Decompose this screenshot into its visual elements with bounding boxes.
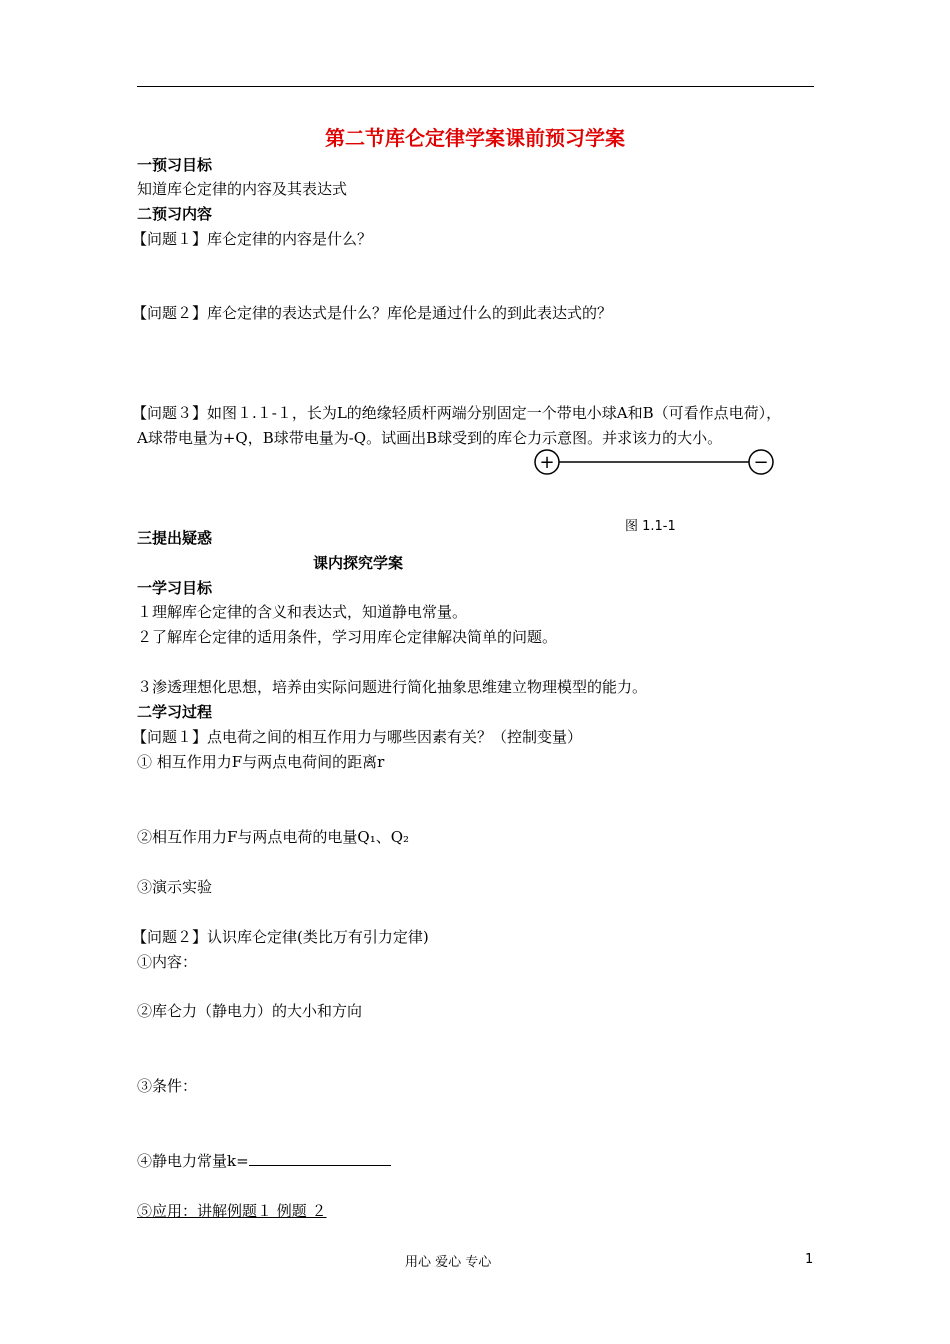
section-heading-learning-goals: 一学习目标 <box>137 579 213 597</box>
question-3-line-2: A球带电量为+Q，B球带电量为-Q。试画出B球受到的库仑力示意图。并求该力的大小。 <box>137 429 723 447</box>
learning-goal-item: １理解库仑定律的含义和表达式，知道静电常量。 <box>137 603 468 621</box>
learning-goal-item: ３渗透理想化思想，培养由实际问题进行简化抽象思维建立物理模型的能力。 <box>137 678 648 696</box>
minus-sign: − <box>753 452 769 473</box>
section-heading-learning-process: 二学习过程 <box>137 703 213 721</box>
coulomb-constant-label: ④静电力常量k= <box>137 1152 249 1170</box>
page-title: 第二节库仑定律学案课前预习学案 <box>325 126 625 150</box>
footer-motto: 用心 爱心 专心 <box>405 1255 492 1270</box>
process-q1-item-b: ②相互作用力F与两点电荷的电量Q₁、Q₂ <box>137 828 410 846</box>
section-heading-preview-content: 二预习内容 <box>137 205 213 223</box>
question-2: 【问题２】库仑定律的表达式是什么？库伦是通过什么的到此表达式的？ <box>132 304 613 322</box>
process-q2-item-e: ⑤应用：讲解例题１ 例题 ２ <box>137 1202 327 1220</box>
process-q2-item-b: ②库仑力（静电力）的大小和方向 <box>137 1002 363 1020</box>
question-1: 【问题１】库仑定律的内容是什么？ <box>132 230 373 248</box>
process-question-2: 【问题２】认识库仑定律(类比万有引力定律) <box>132 928 429 946</box>
plus-sign: + <box>539 452 555 473</box>
preview-goal-text: 知道库仑定律的内容及其表达式 <box>137 180 348 198</box>
process-q2-item-c: ③条件： <box>137 1077 198 1095</box>
section-heading-preview-goal: 一预习目标 <box>137 156 213 174</box>
question-3-line-1: 【问题３】如图１.１-１，长为L的绝缘轻质杆两端分别固定一个带电小球A和B（可看作点电荷）， <box>132 404 782 422</box>
section-heading-questions: 三提出疑惑 <box>137 529 213 547</box>
process-question-1: 【问题１】点电荷之间的相互作用力与哪些因素有关？（控制变量） <box>132 728 583 746</box>
process-q2-item-a: ①内容： <box>137 953 198 971</box>
process-q1-item-c: ③演示实验 <box>137 878 213 896</box>
charged-rod-figure <box>530 446 780 478</box>
part-2-title: 课内探究学案 <box>313 554 404 572</box>
figure-caption: 图 1.1-1 <box>625 519 676 534</box>
learning-goal-item: ２了解库仑定律的适用条件，学习用库仑定律解决简单的问题。 <box>137 628 558 646</box>
process-q1-item-a: ① 相互作用力F与两点电荷间的距离r <box>137 753 385 771</box>
fill-in-blank <box>249 1150 391 1166</box>
header-rule <box>137 86 814 87</box>
process-q2-item-d <box>137 1150 391 1171</box>
page-number: 1 <box>805 1252 814 1267</box>
